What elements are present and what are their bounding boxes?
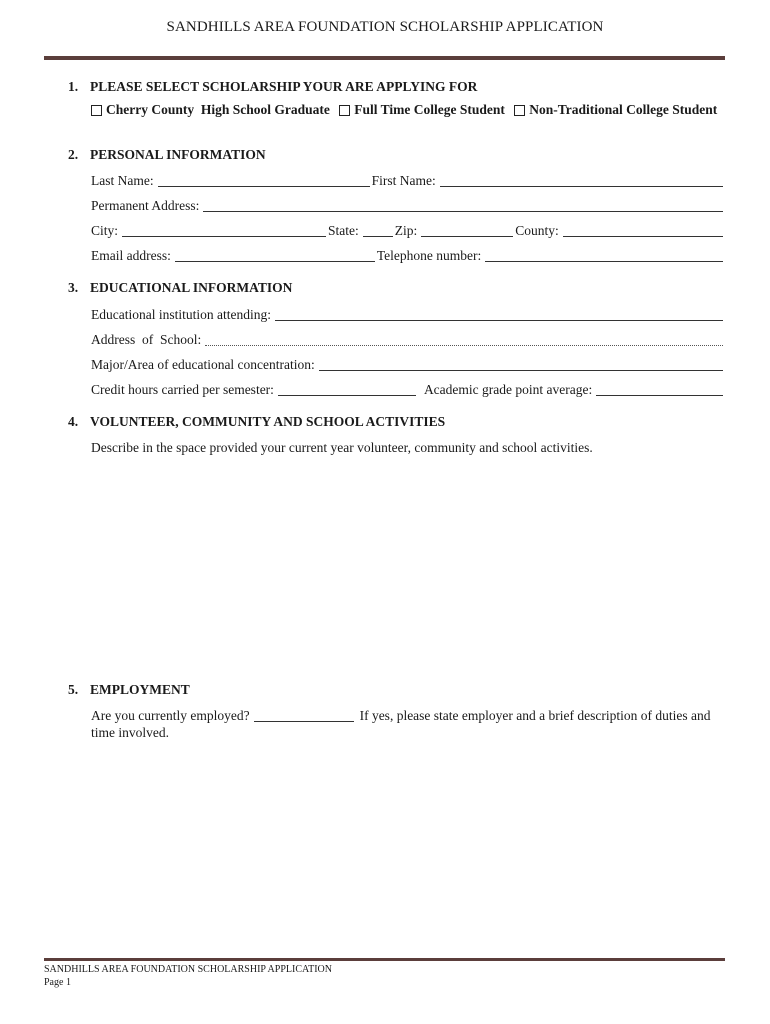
county-label: County: [515, 223, 559, 238]
employment-response-area[interactable] [91, 745, 725, 945]
section-title: PLEASE SELECT SCHOLARSHIP YOUR ARE APPLYING FOR [90, 79, 478, 94]
telephone-label: Telephone number: [376, 248, 482, 263]
permanent-address-field[interactable] [203, 197, 723, 212]
major-field[interactable] [319, 356, 723, 371]
contact-row [91, 247, 725, 264]
header-rule [44, 56, 725, 60]
section-number: 4. [68, 414, 79, 429]
section-title: EMPLOYMENT [90, 682, 190, 697]
footer-rule [44, 958, 725, 961]
employment-question: Are you currently employed? [91, 708, 250, 723]
option-full-time[interactable] [339, 102, 505, 118]
section-title: VOLUNTEER, COMMUNITY AND SCHOOL ACTIVITIES [90, 414, 446, 429]
state-field[interactable] [363, 222, 393, 237]
option-label: Cherry County High School Graduate [106, 102, 330, 117]
email-field[interactable] [175, 247, 375, 262]
footer-title: SANDHILLS AREA FOUNDATION SCHOLARSHIP APPLICATION [44, 964, 332, 975]
section-4-heading [68, 414, 445, 430]
section-number: 5. [68, 682, 79, 697]
option-non-traditional[interactable] [514, 102, 717, 118]
school-address-label: Address of School: [91, 332, 202, 347]
section-1-heading [68, 79, 477, 95]
institution-label: Educational institution attending: [91, 307, 271, 322]
state-label: State: [328, 223, 359, 238]
city-field[interactable] [122, 222, 326, 237]
section-number: 2. [68, 147, 79, 162]
option-label: Non-Traditional College Student [529, 102, 718, 117]
last-name-field[interactable] [158, 172, 370, 187]
section-5-heading [68, 682, 190, 698]
credit-hours-label: Credit hours carried per semester: [91, 382, 274, 397]
institution-field[interactable] [275, 306, 723, 321]
email-label: Email address: [91, 248, 171, 263]
checkbox-icon[interactable] [91, 105, 102, 116]
employment-followup: If yes, please state employer and a brief description of duties and [359, 708, 711, 723]
employment-row [91, 707, 725, 724]
school-address-row [91, 331, 725, 348]
telephone-field[interactable] [485, 247, 723, 262]
option-label: Full Time College Student [354, 102, 505, 117]
employed-field[interactable] [254, 707, 354, 722]
employment-followup-cont: time involved. [91, 725, 169, 740]
zip-field[interactable] [421, 222, 513, 237]
checkbox-icon[interactable] [339, 105, 350, 116]
section-title: PERSONAL INFORMATION [90, 147, 266, 162]
gpa-label: Academic grade point average: [423, 382, 593, 397]
institution-row [91, 306, 725, 323]
first-name-field[interactable] [440, 172, 723, 187]
activities-instructions: Describe in the space provided your current year volunteer, community and school activities. [91, 440, 593, 455]
section-2-heading [68, 147, 266, 163]
scholarship-options [91, 102, 717, 120]
section-title: EDUCATIONAL INFORMATION [90, 280, 293, 295]
address-row [91, 197, 725, 214]
credit-hours-field[interactable] [278, 381, 416, 396]
zip-label: Zip: [394, 223, 418, 238]
name-row [91, 172, 725, 189]
major-label: Major/Area of educational concentration: [91, 357, 315, 372]
activities-response-area[interactable] [91, 460, 725, 670]
school-address-field[interactable] [205, 331, 723, 346]
option-cherry-county[interactable] [91, 102, 330, 118]
credits-row [91, 381, 725, 398]
gpa-field[interactable] [596, 381, 723, 396]
major-row [91, 356, 725, 373]
page-title: SANDHILLS AREA FOUNDATION SCHOLARSHIP APPLICATION [166, 19, 604, 35]
section-3-heading [68, 280, 292, 296]
first-name-label: First Name: [371, 173, 436, 188]
last-name-label: Last Name: [91, 173, 154, 188]
city-row [91, 222, 725, 239]
county-field[interactable] [563, 222, 723, 237]
footer-page-number: Page 1 [44, 977, 71, 988]
checkbox-icon[interactable] [514, 105, 525, 116]
section-number: 3. [68, 280, 79, 295]
permanent-address-label: Permanent Address: [91, 198, 200, 213]
section-number: 1. [68, 79, 79, 94]
city-label: City: [91, 223, 119, 238]
